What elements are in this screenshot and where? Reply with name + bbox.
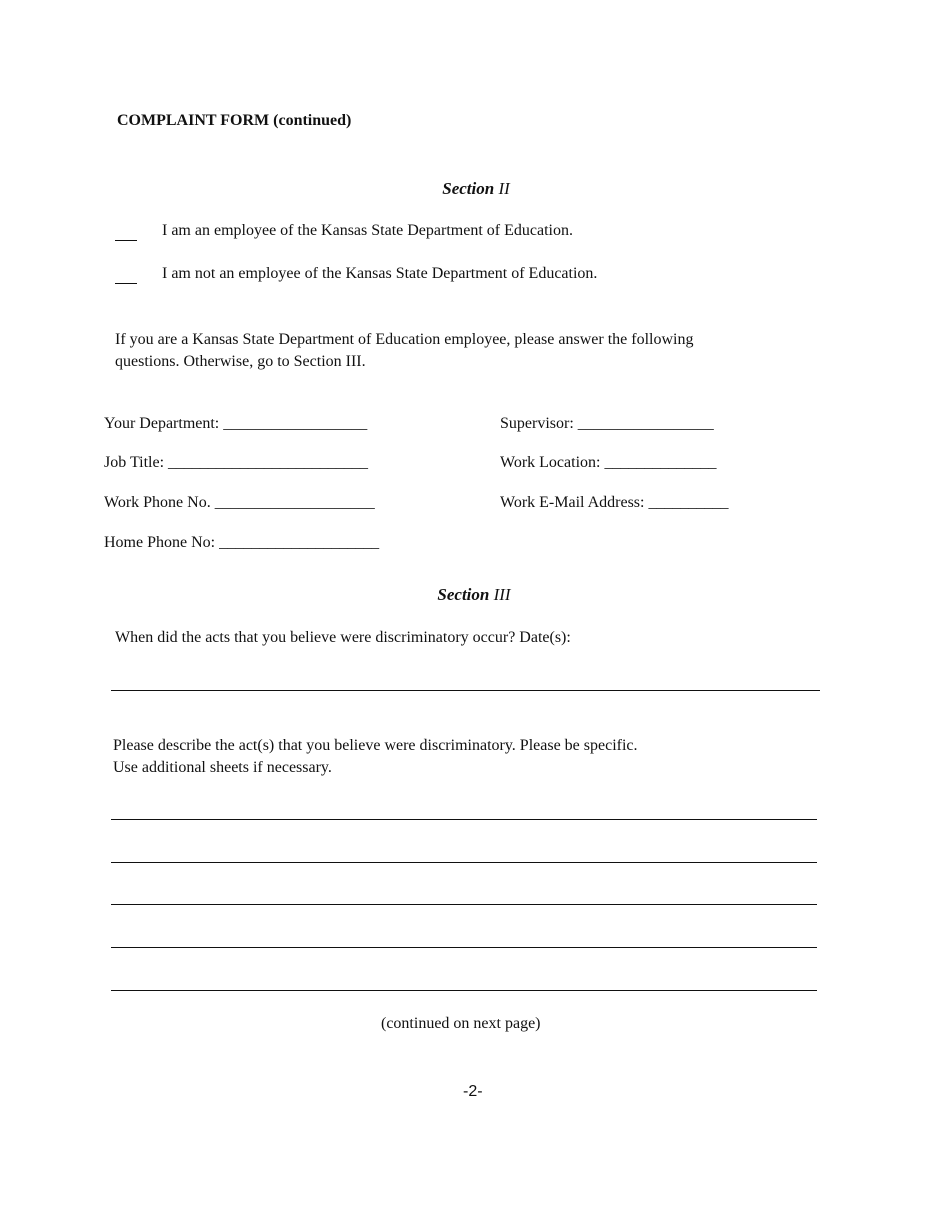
describe-question-line-1: Please describe the act(s) that you believe were discriminatory. Please be specific. [113,737,638,754]
describe-question-line-2: Use additional sheets if necessary. [113,759,332,776]
describe-answer-line[interactable] [111,819,817,820]
section-ii-word: Section [442,179,495,198]
describe-answer-line[interactable] [111,990,817,991]
employee-option-label: I am an employee of the Kansas State Department of Education. [162,222,573,239]
not-employee-checkbox-line[interactable] [115,283,137,284]
describe-answer-line[interactable] [111,947,817,948]
job-title-field[interactable]: Job Title: _________________________ [104,454,369,471]
work-location-field[interactable]: Work Location: ______________ [500,454,717,471]
dates-question: When did the acts that you believe were discriminatory occur? Date(s): [115,629,571,646]
department-field[interactable]: Your Department: __________________ [104,415,368,432]
dates-answer-line[interactable] [111,690,820,691]
work-email-field[interactable]: Work E-Mail Address: __________ [500,494,729,511]
employee-instructions-line-1: If you are a Kansas State Department of Education employee, please answer the following [115,331,694,348]
section-iii-number: III [493,585,511,604]
page-number: -2- [463,1083,483,1100]
form-title: COMPLAINT FORM (continued) [117,112,352,129]
employee-checkbox-line[interactable] [115,240,137,241]
not-employee-option-label: I am not an employee of the Kansas State Department of Education. [162,265,598,282]
section-iii-word: Section [437,585,490,604]
describe-answer-line[interactable] [111,904,817,905]
work-phone-field[interactable]: Work Phone No. ____________________ [104,494,375,511]
home-phone-field[interactable]: Home Phone No: ____________________ [104,534,380,551]
describe-answer-line[interactable] [111,862,817,863]
continued-note: (continued on next page) [381,1015,541,1032]
employee-instructions-line-2: questions. Otherwise, go to Section III. [115,353,366,370]
section-iii-heading [374,585,574,605]
section-ii-heading [376,179,576,199]
section-ii-number: II [498,179,510,198]
supervisor-field[interactable]: Supervisor: _________________ [500,415,714,432]
